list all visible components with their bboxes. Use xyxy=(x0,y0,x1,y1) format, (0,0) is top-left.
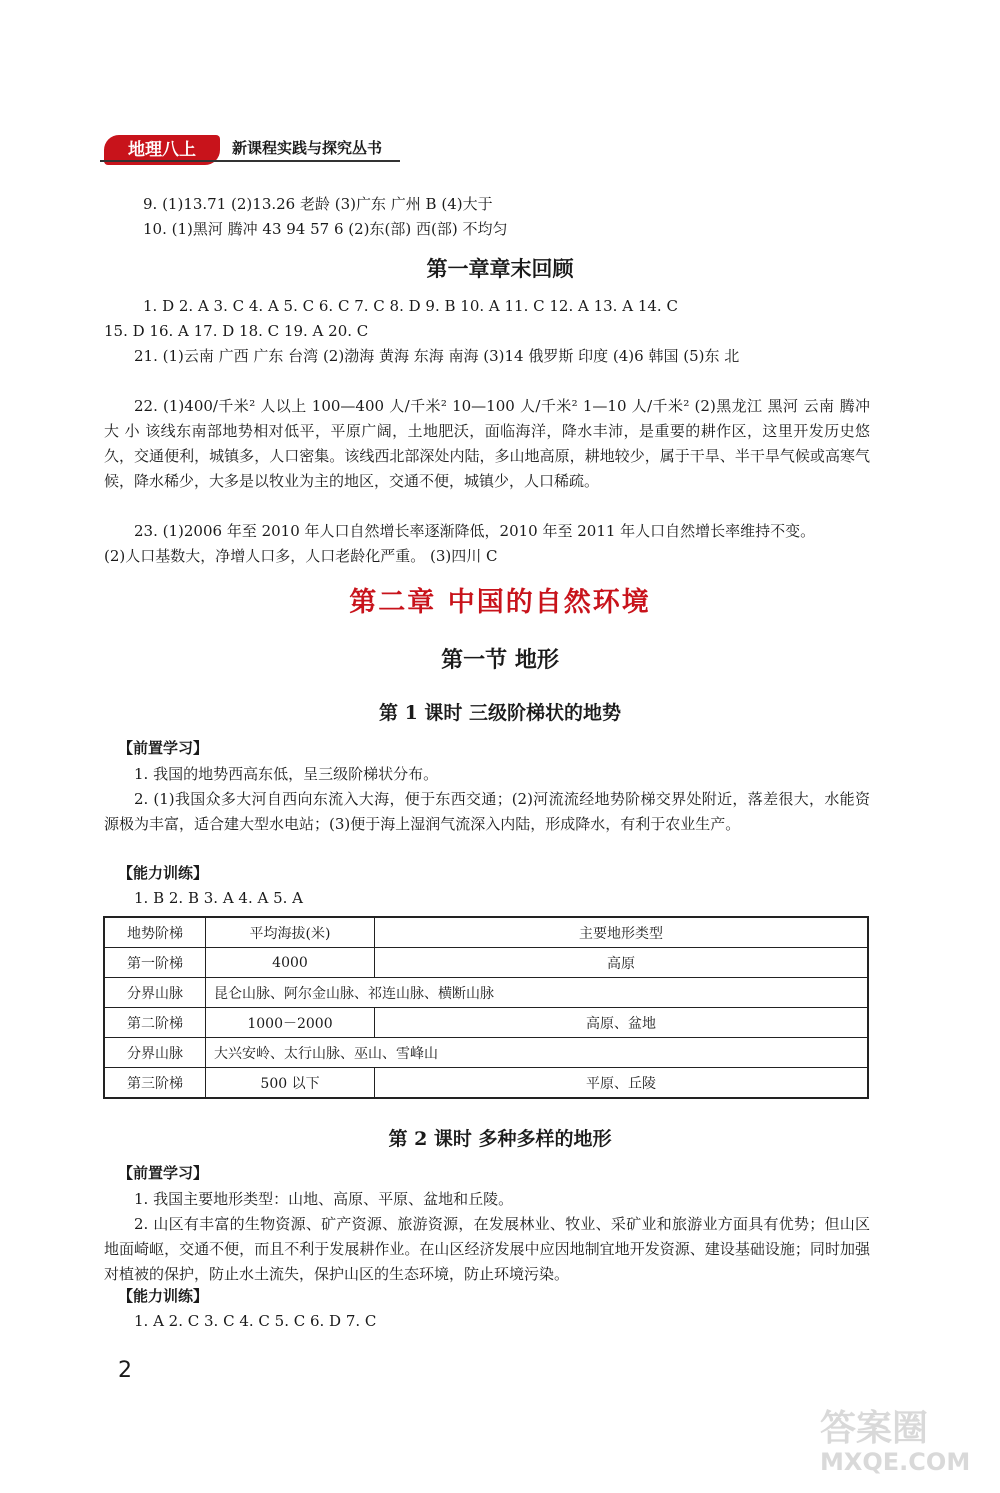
table-cell: 大兴安岭、太行山脉、巫山、雪峰山 xyxy=(206,1038,869,1068)
lesson2-pre-label: 【前置学习】 xyxy=(118,1164,209,1182)
watermark-logo: 答案圈 xyxy=(820,1408,929,1449)
lesson2-answers: 1. A 2. C 3. C 4. C 5. C 6. D 7. C xyxy=(134,1312,377,1330)
table-header-cell: 主要地形类型 xyxy=(375,917,869,948)
answer-line-9: 9. (1)13.71 (2)13.26 老龄 (3)广东 广州 B (4)大于 xyxy=(143,195,493,213)
lesson2-p2: 2. 山区有丰富的生物资源、矿产资源、旅游资源，在发展林业、牧业、采矿业和旅游业方面具有优势；但山区地面崎岖，交通不便，而且不利于发展耕作业。在山区经济发展中应因地制宜地开发资源、建设基础设施；同时加强对植被的保护，防止水土流失，保护山区的生态环境，防止环境污染。 xyxy=(104,1215,870,1283)
section-title: 第一节 地形 xyxy=(441,647,559,673)
review-q23a: 23. (1)2006 年至 2010 年人口自然增长率逐渐降低，2010 年至 2011 年人口自然增长率维持不变。 xyxy=(134,522,816,540)
lesson1-p2: 2. (1)我国众多大河自西向东流入大海，便于东西交通；(2)河流流经地势阶梯交界处附近，落差很大，水能资源极为丰富，适合建大型水电站；(3)便于海上湿润气流深入内陆，形成降水，有利于农业生产。 xyxy=(104,790,870,833)
table-row xyxy=(104,1038,868,1068)
table-cell: 4000 xyxy=(206,948,375,978)
table-cell: 第二阶梯 xyxy=(104,1008,206,1038)
lesson2-title: 第 2 课时 多种多样的地形 xyxy=(388,1128,612,1150)
lesson1-train-label: 【能力训练】 xyxy=(118,864,209,882)
table-header-cell: 平均海拔(米) xyxy=(206,917,375,948)
table-cell: 1000－2000 xyxy=(206,1008,375,1038)
table-cell: 高原 xyxy=(375,948,869,978)
page-number: 2 xyxy=(118,1358,132,1383)
lesson2-p1: 1. 我国主要地形类型：山地、高原、平原、盆地和丘陵。 xyxy=(134,1190,514,1208)
answer-line-10: 10. (1)黑河 腾冲 43 94 57 6 (2)东(部) 西(部) 不均匀 xyxy=(143,220,508,238)
table-cell: 昆仑山脉、阿尔金山脉、祁连山脉、横断山脉 xyxy=(206,978,869,1008)
table-cell: 第三阶梯 xyxy=(104,1068,206,1099)
table-row xyxy=(104,948,868,978)
lesson1-pre-label: 【前置学习】 xyxy=(118,739,209,757)
table-cell: 第一阶梯 xyxy=(104,948,206,978)
table-cell: 分界山脉 xyxy=(104,978,206,1008)
table-header-row xyxy=(104,917,868,948)
lesson1-p1: 1. 我国的地势西高东低，呈三级阶梯状分布。 xyxy=(134,765,439,783)
terrain-steps-table xyxy=(103,916,869,1099)
table-row xyxy=(104,1008,868,1038)
table-cell: 500 以下 xyxy=(206,1068,375,1099)
review-line-1: 1. D 2. A 3. C 4. A 5. C 6. C 7. C 8. D 9. B 10. A 11. C 12. A 13. A 14. C xyxy=(143,297,678,315)
series-title: 新课程实践与探究丛书 xyxy=(232,139,383,157)
table-row xyxy=(104,978,868,1008)
review-q23b: (2)人口基数大，净增人口多，人口老龄化严重。 (3)四川 C xyxy=(104,547,498,565)
table-cell: 平原、丘陵 xyxy=(375,1068,869,1099)
subject-badge: 地理八上 xyxy=(104,135,220,165)
review-q22: 22. (1)400/千米² 人以上 100—400 人/千米² 10—100 人/千米² 1—10 人/千米² (2)黑龙江 黑河 云南 腾冲 大 小 该线东南部地势相对低平，平原广阔，土地肥沃，面临海洋，降水丰沛，是重要的耕作区，这里开发历史悠久，交通便利，城镇多，人口密集。该线西北部深处内陆，多山地高原，耕地较少，属于干旱、半干旱气候或高寒气候，降水稀少，大多是以牧业为主的地区，交通不便，城镇少，人口稀疏。 xyxy=(104,397,870,490)
review-q21: 21. (1)云南 广西 广东 台湾 (2)渤海 黄海 东海 南海 (3)14 俄罗斯 印度 (4)6 韩国 (5)东 北 xyxy=(134,347,740,365)
review-title: 第一章章末回顾 xyxy=(426,256,574,281)
table-row xyxy=(104,1068,868,1099)
lesson1-answers: 1. B 2. B 3. A 4. A 5. A xyxy=(134,889,304,907)
chapter-title: 第二章 中国的自然环境 xyxy=(349,587,651,618)
watermark-url: MXQE.COM xyxy=(820,1448,971,1476)
review-line-2: 15. D 16. A 17. D 18. C 19. A 20. C xyxy=(104,322,369,340)
table-cell: 高原、盆地 xyxy=(375,1008,869,1038)
lesson1-title: 第 1 课时 三级阶梯状的地势 xyxy=(378,702,622,724)
lesson2-train-label: 【能力训练】 xyxy=(118,1287,209,1305)
table-header-cell: 地势阶梯 xyxy=(104,917,206,948)
table-cell: 分界山脉 xyxy=(104,1038,206,1068)
header-divider xyxy=(100,160,400,162)
